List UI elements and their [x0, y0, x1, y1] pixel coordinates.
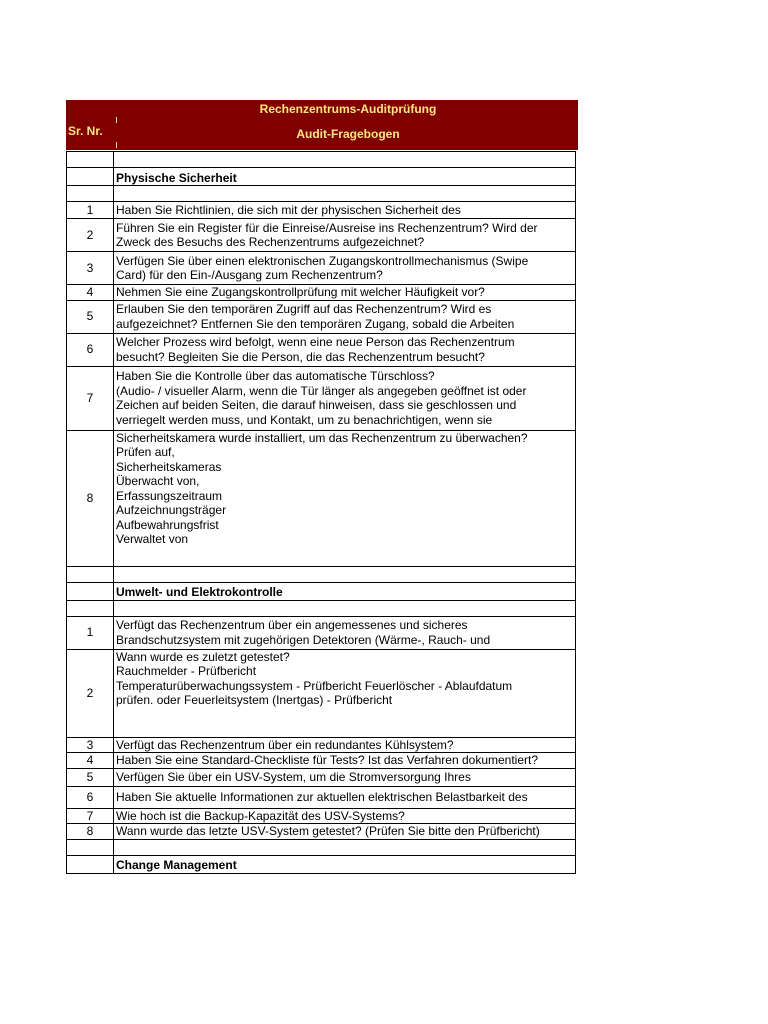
question-line: Verfügen Sie über ein USV-System, um die Stromversorgung Ihres: [116, 769, 471, 784]
sr-number: 6: [86, 342, 94, 357]
question-line: Führen Sie ein Register für die Einreise/Ausreise ins Rechenzentrum? Wird der: [116, 220, 538, 235]
question-text-container: [116, 738, 573, 752]
sr-number: 3: [86, 260, 94, 275]
question-row: [67, 252, 576, 285]
question-cell: [114, 366, 576, 430]
question-cell: [114, 252, 576, 285]
sr-number: 3: [86, 737, 94, 752]
question-line: Card) für den Ein-/Ausgang zum Rechenzentrum?: [116, 268, 383, 282]
sr-nr-cell: [67, 786, 114, 808]
section-row: [67, 168, 576, 186]
question-line: prüfen. oder Feuerleitsystem (Inertgas) - Prüfbericht: [116, 693, 393, 707]
question-text-container: [116, 790, 573, 805]
question-cell: [114, 333, 576, 366]
column-divider-mark: [116, 117, 117, 123]
question-line: Sicherheitskameras: [116, 459, 222, 474]
question-line: Verwaltet von: [116, 532, 189, 546]
question-line: Zweck des Besuchs des Rechenzentrums aufgezeichnet?: [116, 235, 425, 249]
question-cell: [114, 300, 576, 333]
question-cell: [114, 737, 576, 753]
sr-nr-cell: [67, 252, 114, 285]
question-line: Wann wurde das letzte USV-System getestet? (Prüfen Sie bitte den Prüfbericht): [116, 824, 540, 839]
question-line: Prüfen auf,: [116, 445, 175, 459]
sr-number: 2: [86, 227, 94, 242]
sr-number: 2: [86, 685, 94, 700]
question-line: Wann wurde es zuletzt getestet?: [116, 649, 290, 664]
sr-number: 7: [86, 808, 94, 823]
question-text-container: [116, 285, 573, 299]
sr-nr-cell: [67, 285, 114, 301]
sr-number: 1: [86, 625, 94, 640]
question-text-container: [116, 650, 573, 708]
section-title: Change Management: [116, 858, 237, 872]
sr-nr-cell: [67, 186, 114, 202]
question-row: [67, 300, 576, 333]
question-cell: [114, 808, 576, 824]
question-text-container: [116, 618, 573, 647]
question-cell: [114, 600, 576, 616]
sr-nr-cell: [67, 616, 114, 649]
column-divider-mark: [116, 142, 117, 148]
question-line: Verfügt das Rechenzentrum über ein angemessenes und sicheres: [116, 618, 468, 632]
question-cell: [114, 768, 576, 786]
question-line: Haben Sie Richtlinien, die sich mit der physischen Sicherheit des: [116, 202, 461, 217]
sr-nr-cell: [67, 855, 114, 873]
question-cell: [114, 202, 576, 219]
question-cell: [114, 430, 576, 566]
sr-number: 4: [86, 285, 94, 299]
question-line: Überwacht von,: [116, 474, 200, 488]
section-title-cell: [114, 582, 576, 600]
question-line: verriegelt werden muss, und Kontakt, um zu benachrichtigen, wenn sie: [116, 412, 493, 427]
question-text-container: [116, 369, 573, 427]
sr-nr-cell: [67, 600, 114, 616]
sr-nr-cell: [67, 430, 114, 566]
question-text-container: [116, 254, 573, 283]
question-line: Brandschutzsystem mit zugehörigen Detektoren (Wärme-, Rauch- und: [116, 632, 491, 647]
sr-nr-cell: [67, 300, 114, 333]
sr-number: 5: [86, 309, 94, 324]
question-cell: [114, 219, 576, 252]
sr-nr-cell: [67, 219, 114, 252]
question-row: [67, 753, 576, 769]
blank-row: [67, 186, 576, 202]
question-cell: [114, 839, 576, 855]
question-cell: [114, 285, 576, 301]
question-row: [67, 824, 576, 840]
sr-number: 7: [86, 390, 94, 405]
question-row: [67, 786, 576, 808]
sr-number: 4: [86, 753, 94, 767]
question-line: Haben Sie eine Standard-Checkliste für Tests? Ist das Verfahren dokumentiert?: [116, 753, 539, 768]
sr-number: 1: [86, 202, 94, 217]
question-row: [67, 616, 576, 649]
question-line: Aufbewahrungsfrist: [116, 517, 219, 532]
table-header: [66, 100, 578, 150]
question-cell: [114, 753, 576, 769]
question-text-container: [116, 431, 573, 547]
question-line: Haben Sie aktuelle Informationen zur aktuellen elektrischen Belastbarkeit des: [116, 789, 528, 804]
question-text-container: [116, 858, 573, 873]
sr-nr-cell: [67, 582, 114, 600]
question-cell: [114, 566, 576, 582]
question-line: Welcher Prozess wird befolgt, wenn eine neue Person das Rechenzentrum: [116, 335, 515, 349]
question-row: [67, 219, 576, 252]
question-text-container: [116, 770, 573, 785]
question-line: Zeichen auf beiden Seiten, die darauf hinweisen, dass sie geschlossen und: [116, 398, 517, 412]
section-title: Umwelt- und Elektrokontrolle: [116, 585, 283, 599]
question-line: Verfügt das Rechenzentrum über ein redundantes Kühlsystem?: [116, 737, 454, 752]
question-line: (Audio- / visueller Alarm, wenn die Tür länger als angegeben geöffnet ist oder: [116, 383, 527, 398]
question-text-container: [116, 203, 573, 218]
question-cell: [114, 824, 576, 840]
question-text-container: [116, 335, 573, 364]
question-line: Haben Sie die Kontrolle über das automatische Türschloss?: [116, 369, 435, 383]
sr-nr-cell: [67, 753, 114, 769]
question-line: Rauchmelder - Prüfbericht: [116, 664, 257, 678]
question-text-container: [116, 302, 573, 331]
sr-number: 8: [86, 824, 94, 838]
sr-nr-cell: [67, 152, 114, 168]
question-text-container: [116, 809, 573, 823]
question-line: Erlauben Sie den temporären Zugriff auf das Rechenzentrum? Wird es: [116, 302, 492, 316]
question-row: [67, 202, 576, 219]
question-row: [67, 737, 576, 753]
sr-nr-header: Sr. Nr.: [68, 124, 103, 138]
section-title-cell: [114, 855, 576, 873]
question-line: Nehmen Sie eine Zugangskontrollprüfung mit welcher Häufigkeit vor?: [116, 285, 485, 300]
question-table: [66, 151, 576, 874]
blank-row: [67, 839, 576, 855]
question-line: Verfügen Sie über einen elektronischen Zugangskontrollmechanismus (Swipe: [116, 253, 529, 268]
question-row: [67, 649, 576, 737]
question-row: [67, 366, 576, 430]
question-cell: [114, 152, 576, 168]
question-cell: [114, 649, 576, 737]
sr-nr-cell: [67, 566, 114, 582]
sr-number: 5: [86, 769, 94, 784]
sr-nr-cell: [67, 168, 114, 186]
section-row: [67, 855, 576, 873]
question-line: besucht? Begleiten Sie die Person, die das Rechenzentrum besucht?: [116, 349, 485, 364]
question-text-container: [116, 171, 573, 186]
sr-nr-cell: [67, 333, 114, 366]
sr-nr-cell: [67, 768, 114, 786]
question-cell: [114, 616, 576, 649]
blank-row: [67, 152, 576, 168]
question-row: [67, 333, 576, 366]
question-cell: [114, 786, 576, 808]
questionnaire-header: Audit-Fragebogen: [296, 127, 400, 141]
blank-row: [67, 600, 576, 616]
question-row: [67, 768, 576, 786]
audit-sheet: [66, 100, 578, 874]
question-line: Aufzeichnungsträger: [116, 503, 227, 517]
question-line: Temperaturüberwachungssystem - Prüfbericht Feuerlöscher - Ablaufdatum: [116, 678, 513, 693]
question-line: Sicherheitskamera wurde installiert, um das Rechenzentrum zu überwachen?: [116, 430, 528, 445]
sr-nr-cell: [67, 824, 114, 840]
question-text-container: [116, 221, 573, 250]
question-cell: [114, 186, 576, 202]
section-title-cell: [114, 168, 576, 186]
question-row: [67, 285, 576, 301]
question-text-container: [116, 753, 573, 767]
question-line: Wie hoch ist die Backup-Kapazität des USV-Systems?: [116, 808, 405, 823]
section-row: [67, 582, 576, 600]
question-line: aufgezeichnet? Entfernen Sie den temporären Zugang, sobald die Arbeiten: [116, 316, 515, 331]
question-line: Erfassungszeitraum: [116, 488, 223, 503]
blank-row: [67, 566, 576, 582]
sr-nr-cell: [67, 737, 114, 753]
document-title: Rechenzentrums-Auditprüfung: [259, 102, 437, 116]
question-row: [67, 808, 576, 824]
question-text-container: [116, 824, 573, 838]
sr-nr-cell: [67, 649, 114, 737]
sr-nr-cell: [67, 808, 114, 824]
sr-nr-cell: [67, 366, 114, 430]
question-text-container: [116, 585, 573, 600]
sr-nr-cell: [67, 839, 114, 855]
question-row: [67, 430, 576, 566]
sr-number: 8: [86, 490, 94, 505]
sr-nr-cell: [67, 202, 114, 219]
sr-number: 6: [86, 789, 94, 804]
section-title: Physische Sicherheit: [116, 170, 237, 185]
